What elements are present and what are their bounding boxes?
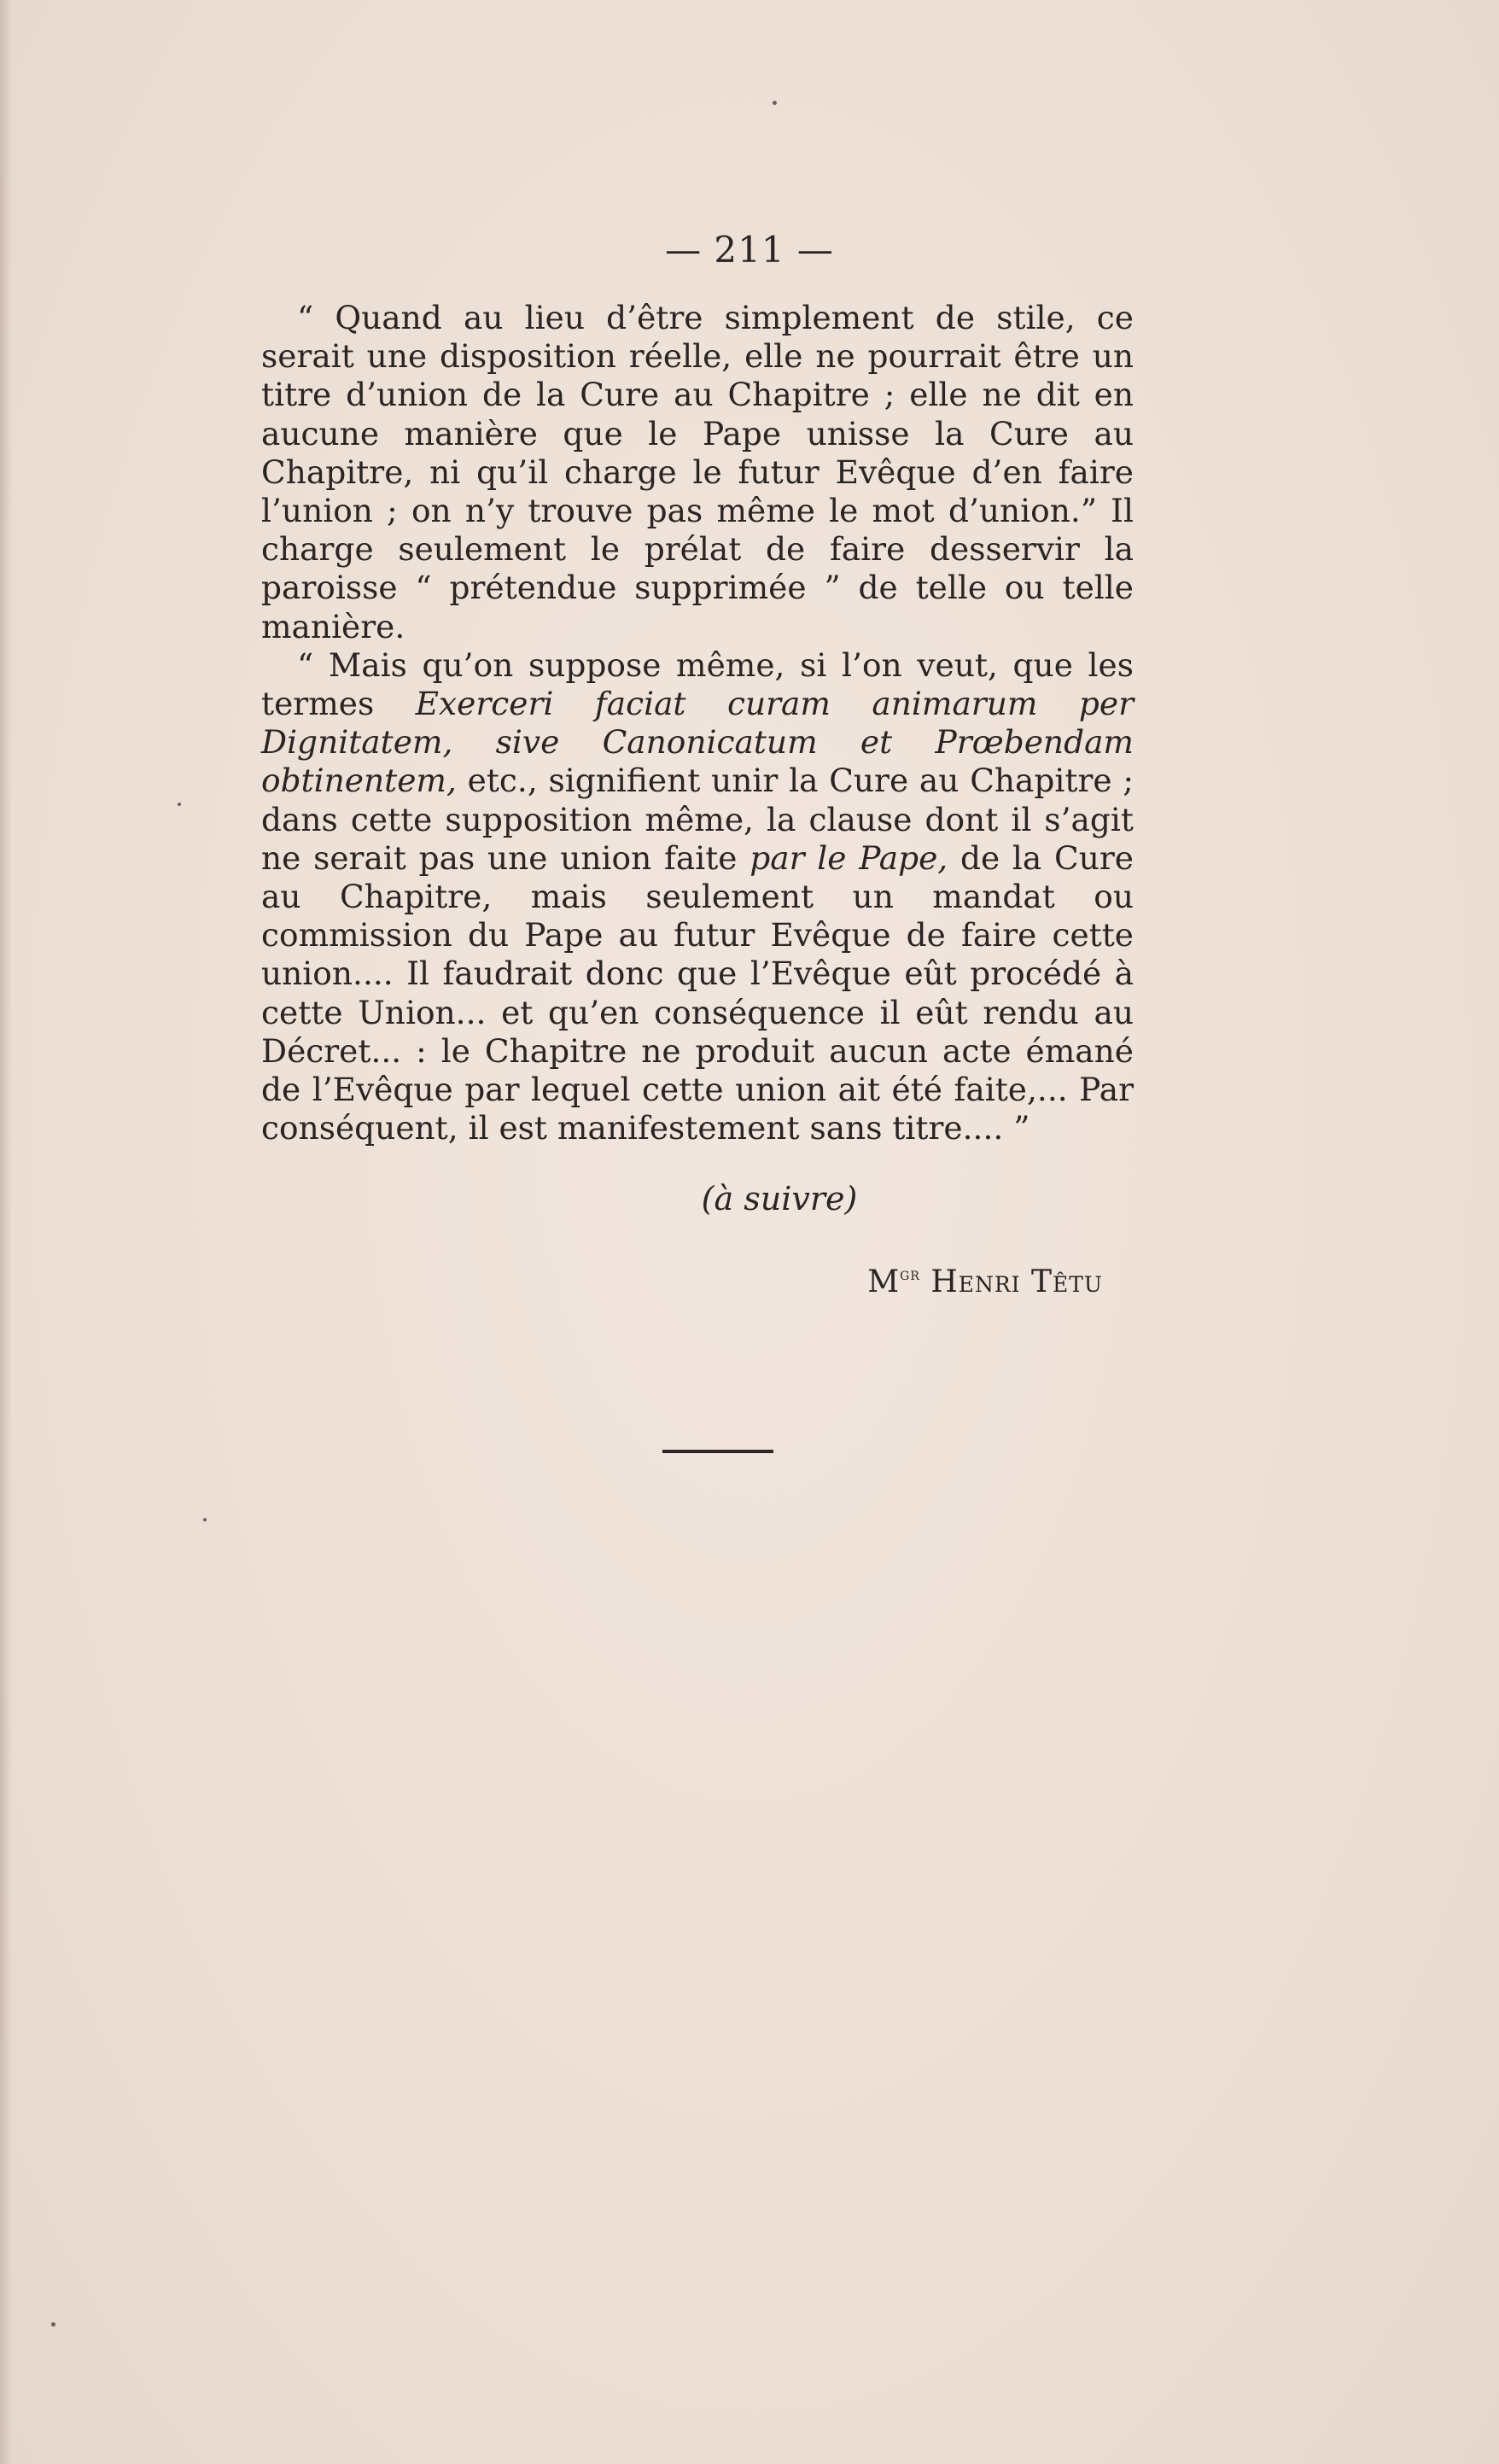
signature-superscript: gr bbox=[900, 1264, 920, 1284]
paragraph-2-text-a: “ Mais qu’on suppose même, si l’on veut, que les termes bbox=[261, 645, 1134, 723]
body-text bbox=[261, 299, 1134, 1147]
paragraph-1 bbox=[261, 299, 1134, 646]
end-rule bbox=[662, 1450, 773, 1453]
paper-speck bbox=[51, 2322, 55, 2327]
paper-speck bbox=[773, 101, 777, 105]
signature-prefix: M bbox=[867, 1264, 901, 1299]
paper-speck bbox=[203, 1518, 207, 1521]
page-edge-shadow bbox=[0, 0, 12, 2464]
emphasis-par-le-pape: par le Pape, bbox=[750, 838, 948, 877]
latin-quotation: Exerceri faciat curam animarum per Dignitatem, sive Canonicatum et Prœbendam obtinentem, bbox=[261, 685, 1134, 800]
paragraph-2 bbox=[261, 646, 1134, 1148]
to-be-continued: (à suivre) bbox=[701, 1180, 858, 1217]
paragraph-2-text-c: de la Cure au Chapitre, mais seulement un mandat ou commission du Pape au futur Evêque de faire cette union.... Il faudrait donc que l’Evêque eût procédé à cette Union... et qu’en conséquence il eût rendu au Décret... : le Chapitre ne produit aucun acte émané de l’Evêque par lequel cette union ait été faite,... Par conséquent, il est manifestement sans titre.... ” bbox=[261, 838, 1134, 1147]
paper-speck bbox=[178, 803, 181, 806]
page-number: — 211 — bbox=[665, 229, 834, 271]
paragraph-2-text-b: etc., signifient unir la Cure au Chapitre ; dans cette supposition même, la clause dont il s’agit ne serait pas une union faite bbox=[261, 762, 1134, 877]
paragraph-1-text: “ Quand au lieu d’être simplement de stile, ce serait une disposition réelle, elle ne pourrait être un titre d’union de la Cure au Chapitre ; elle ne dit en aucune manière que le Pape unisse la Cure au Chapitre, ni qu’il charge le futur Evêque d’en faire l’union ; on n’y trouve pas même le mot d’union.” Il charge seulement le prélat de faire desservir la paroisse “ prétendue supprimée ” de telle ou telle manière. bbox=[261, 299, 1134, 645]
author-signature bbox=[867, 1264, 1103, 1299]
signature-name: Henri Têtu bbox=[930, 1264, 1103, 1299]
